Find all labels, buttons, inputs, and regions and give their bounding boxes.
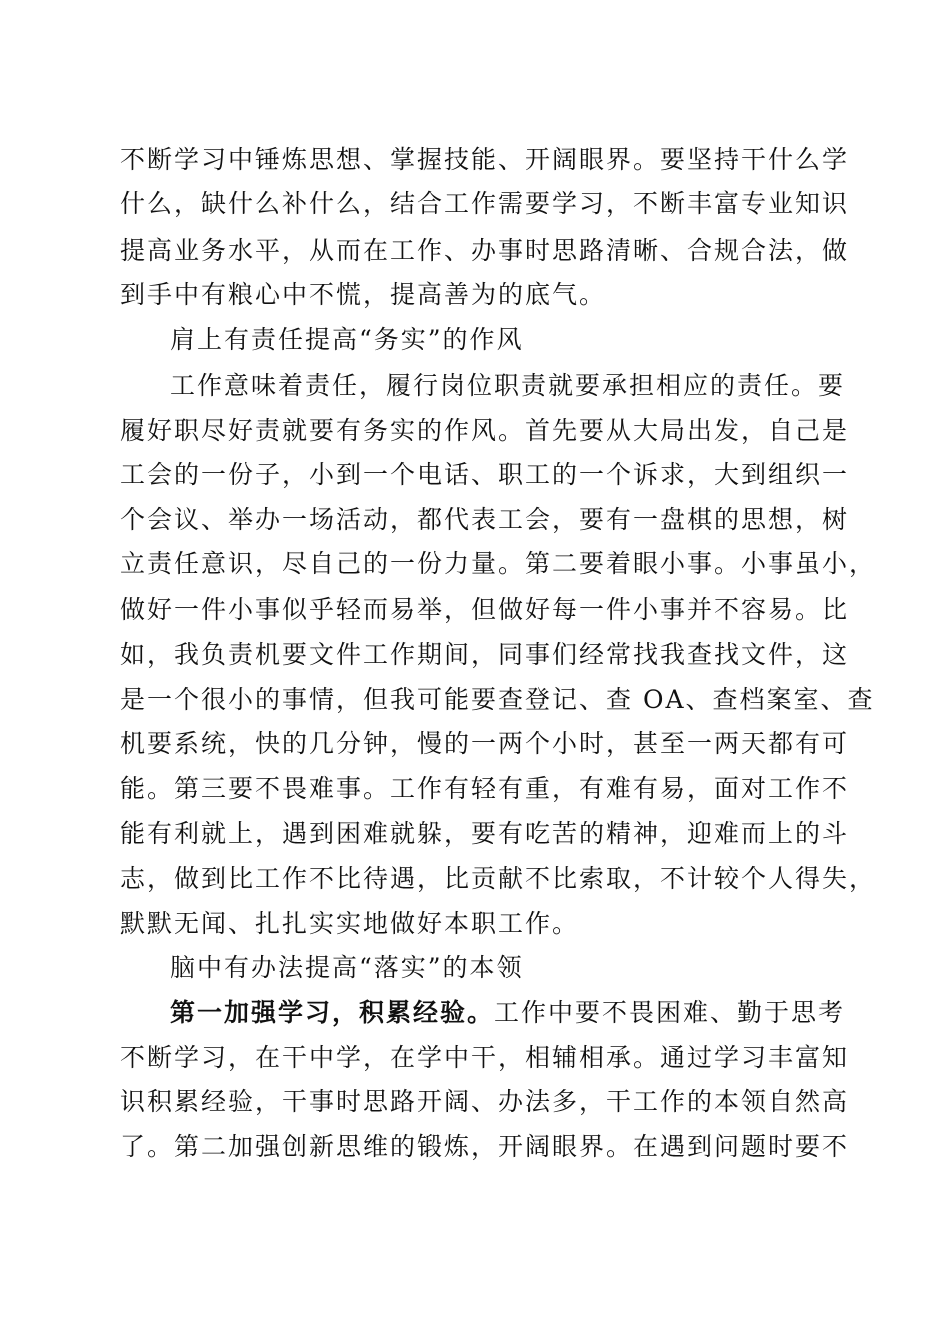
paragraph-line: 履好职尽好责就要有务实的作风。首先要从大局出发，自己是: [120, 416, 850, 445]
bold-lead-phrase: 第一加强学习，积累经验。: [170, 998, 495, 1027]
section-heading: 脑中有办法提高“落实”的本领: [170, 953, 524, 982]
paragraph-line: 工作意味着责任，履行岗位职责就要承担相应的责任。要: [170, 371, 846, 400]
paragraph-line: 志，做到比工作不比待遇，比贡献不比索取，不计较个人得失，: [120, 864, 877, 893]
paragraph-line: 不断学习中锤炼思想、掌握技能、开阔眼界。要坚持干什么学: [120, 145, 850, 174]
paragraph-line: 立责任意识，尽自己的一份力量。第二要着眼小事。小事虽小，: [120, 549, 877, 578]
paragraph-line: 什么，缺什么补什么，结合工作需要学习，不断丰富专业知识: [120, 189, 850, 218]
paragraph-line: 个会议、举办一场活动，都代表工会，要有一盘棋的思想，树: [120, 505, 850, 534]
paragraph-line: 到手中有粮心中不慌，提高善为的底气。: [120, 280, 607, 309]
paragraph-line: 机要系统，快的几分钟，慢的一两个小时，甚至一两天都有可: [120, 729, 850, 758]
paragraph-line: 识积累经验，干事时思路开阔、办法多，干工作的本领自然高: [120, 1087, 850, 1116]
section-heading: 肩上有责任提高“务实”的作风: [170, 325, 524, 354]
line-rest-text: 工作中要不畏困难、勤于思考: [494, 998, 846, 1027]
paragraph-line: 是一个很小的事情，但我可能要查登记、查 OA、查档案室、查: [120, 685, 875, 714]
paragraph-line: 如，我负责机要文件工作期间，同事们经常找我查找文件，这: [120, 640, 850, 669]
paragraph-line: 不断学习，在干中学，在学中干，相辅相承。通过学习丰富知: [120, 1043, 850, 1072]
paragraph-line: [170, 991, 846, 1035]
paragraph-line: 默默无闻、扎扎实实地做好本职工作。: [120, 909, 580, 938]
paragraph-line: 提高业务水平，从而在工作、办事时思路清晰、合规合法，做: [120, 236, 850, 265]
paragraph-line: 能。第三要不畏难事。工作有轻有重，有难有易，面对工作不: [120, 774, 850, 803]
paragraph-line: 能有利就上，遇到困难就躲，要有吃苦的精神，迎难而上的斗: [120, 819, 850, 848]
paragraph-line: 做好一件小事似乎轻而易举，但做好每一件小事并不容易。比: [120, 595, 850, 624]
paragraph-line: 了。第二加强创新思维的锻炼，开阔眼界。在遇到问题时要不: [120, 1132, 850, 1161]
paragraph-line: 工会的一份子，小到一个电话、职工的一个诉求，大到组织一: [120, 460, 850, 489]
